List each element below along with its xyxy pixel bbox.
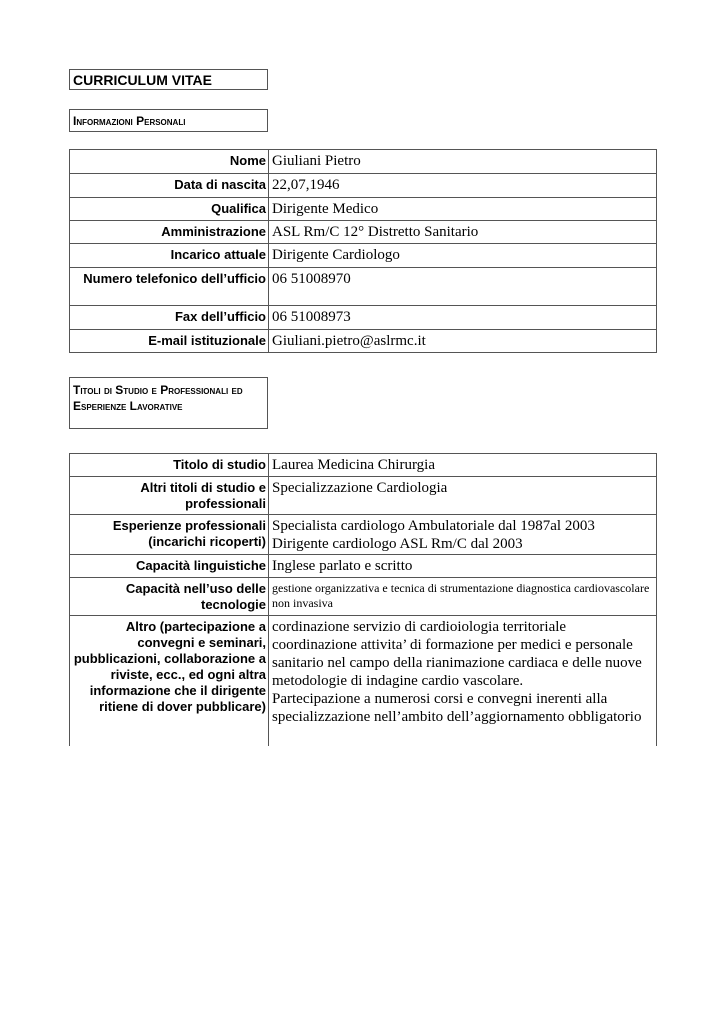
- row-label: Amministrazione: [70, 221, 269, 244]
- table-row: [70, 477, 657, 515]
- row-value: Giuliani Pietro: [269, 150, 657, 174]
- career-table: [69, 453, 657, 746]
- row-value: Laurea Medicina Chirurgia: [269, 454, 657, 477]
- row-label: E-mail istituzionale: [70, 330, 269, 353]
- row-label: Fax dell’ufficio: [70, 306, 269, 330]
- table-row: [70, 268, 657, 306]
- table-row: [70, 616, 657, 746]
- row-value: [269, 616, 657, 746]
- row-label: Altri titoli di studio e professionali: [70, 477, 269, 515]
- row-value: [269, 515, 657, 555]
- row-value: Inglese parlato e scritto: [269, 555, 657, 578]
- row-value: gestione organizzativa e tecnica di strumentazione diagnostica cardiovascolare non invasiva: [269, 578, 657, 616]
- page-title: CURRICULUM VITAE: [69, 69, 268, 90]
- row-label: Altro (partecipazione a convegni e seminari, pubblicazioni, collaborazione a riviste, ecc., ed ogni altra informazione che il dirigente ritiene di dover pubblicare): [70, 616, 269, 746]
- row-label: Titolo di studio: [70, 454, 269, 477]
- row-label: Incarico attuale: [70, 244, 269, 268]
- row-label: Qualifica: [70, 198, 269, 221]
- table-row: [70, 306, 657, 330]
- experience-line: Specialista cardiologo Ambulatoriale dal 1987al 2003: [272, 518, 595, 534]
- experience-line: Dirigente cardiologo ASL Rm/C dal 2003: [272, 536, 523, 552]
- row-value: Dirigente Cardiologo: [269, 244, 657, 268]
- table-row: [70, 515, 657, 555]
- section-heading-personal: Informazioni Personali: [69, 109, 268, 132]
- table-row: [70, 174, 657, 198]
- table-row: [70, 578, 657, 616]
- other-line: coordinazione attivita’ di formazione per medici e personale sanitario nel campo della rianimazione cardiaca e delle nuove metodologie di indagine cardio vascolare.: [272, 637, 642, 689]
- table-row: [70, 330, 657, 353]
- table-row: [70, 221, 657, 244]
- table-row: [70, 454, 657, 477]
- table-row: [70, 555, 657, 578]
- row-label: Nome: [70, 150, 269, 174]
- row-label: Capacità linguistiche: [70, 555, 269, 578]
- other-line: cordinazione servizio di cardioiologia territoriale: [272, 619, 567, 635]
- row-value: 06 51008970: [269, 268, 657, 306]
- table-row: [70, 150, 657, 174]
- row-label: Esperienze professionali (incarichi ricoperti): [70, 515, 269, 555]
- personal-info-table: [69, 149, 657, 353]
- section-heading-titles: Titoli di Studio e Professionali ed Esperienze Lavorative: [69, 377, 268, 429]
- row-value: 22,07,1946: [269, 174, 657, 198]
- row-label: Numero telefonico dell’ufficio: [70, 268, 269, 306]
- row-value: ASL Rm/C 12° Distretto Sanitario: [269, 221, 657, 244]
- row-value: Giuliani.pietro@aslrmc.it: [269, 330, 657, 353]
- row-value: 06 51008973: [269, 306, 657, 330]
- row-value: Dirigente Medico: [269, 198, 657, 221]
- row-value: Specializzazione Cardiologia: [269, 477, 657, 515]
- row-label: Data di nascita: [70, 174, 269, 198]
- row-label: Capacità nell’uso delle tecnologie: [70, 578, 269, 616]
- table-row: [70, 244, 657, 268]
- table-row: [70, 198, 657, 221]
- other-line: Partecipazione a numerosi corsi e convegni inerenti alla specializzazione nell’ambito dell’aggiornamento obbligatorio: [272, 691, 642, 725]
